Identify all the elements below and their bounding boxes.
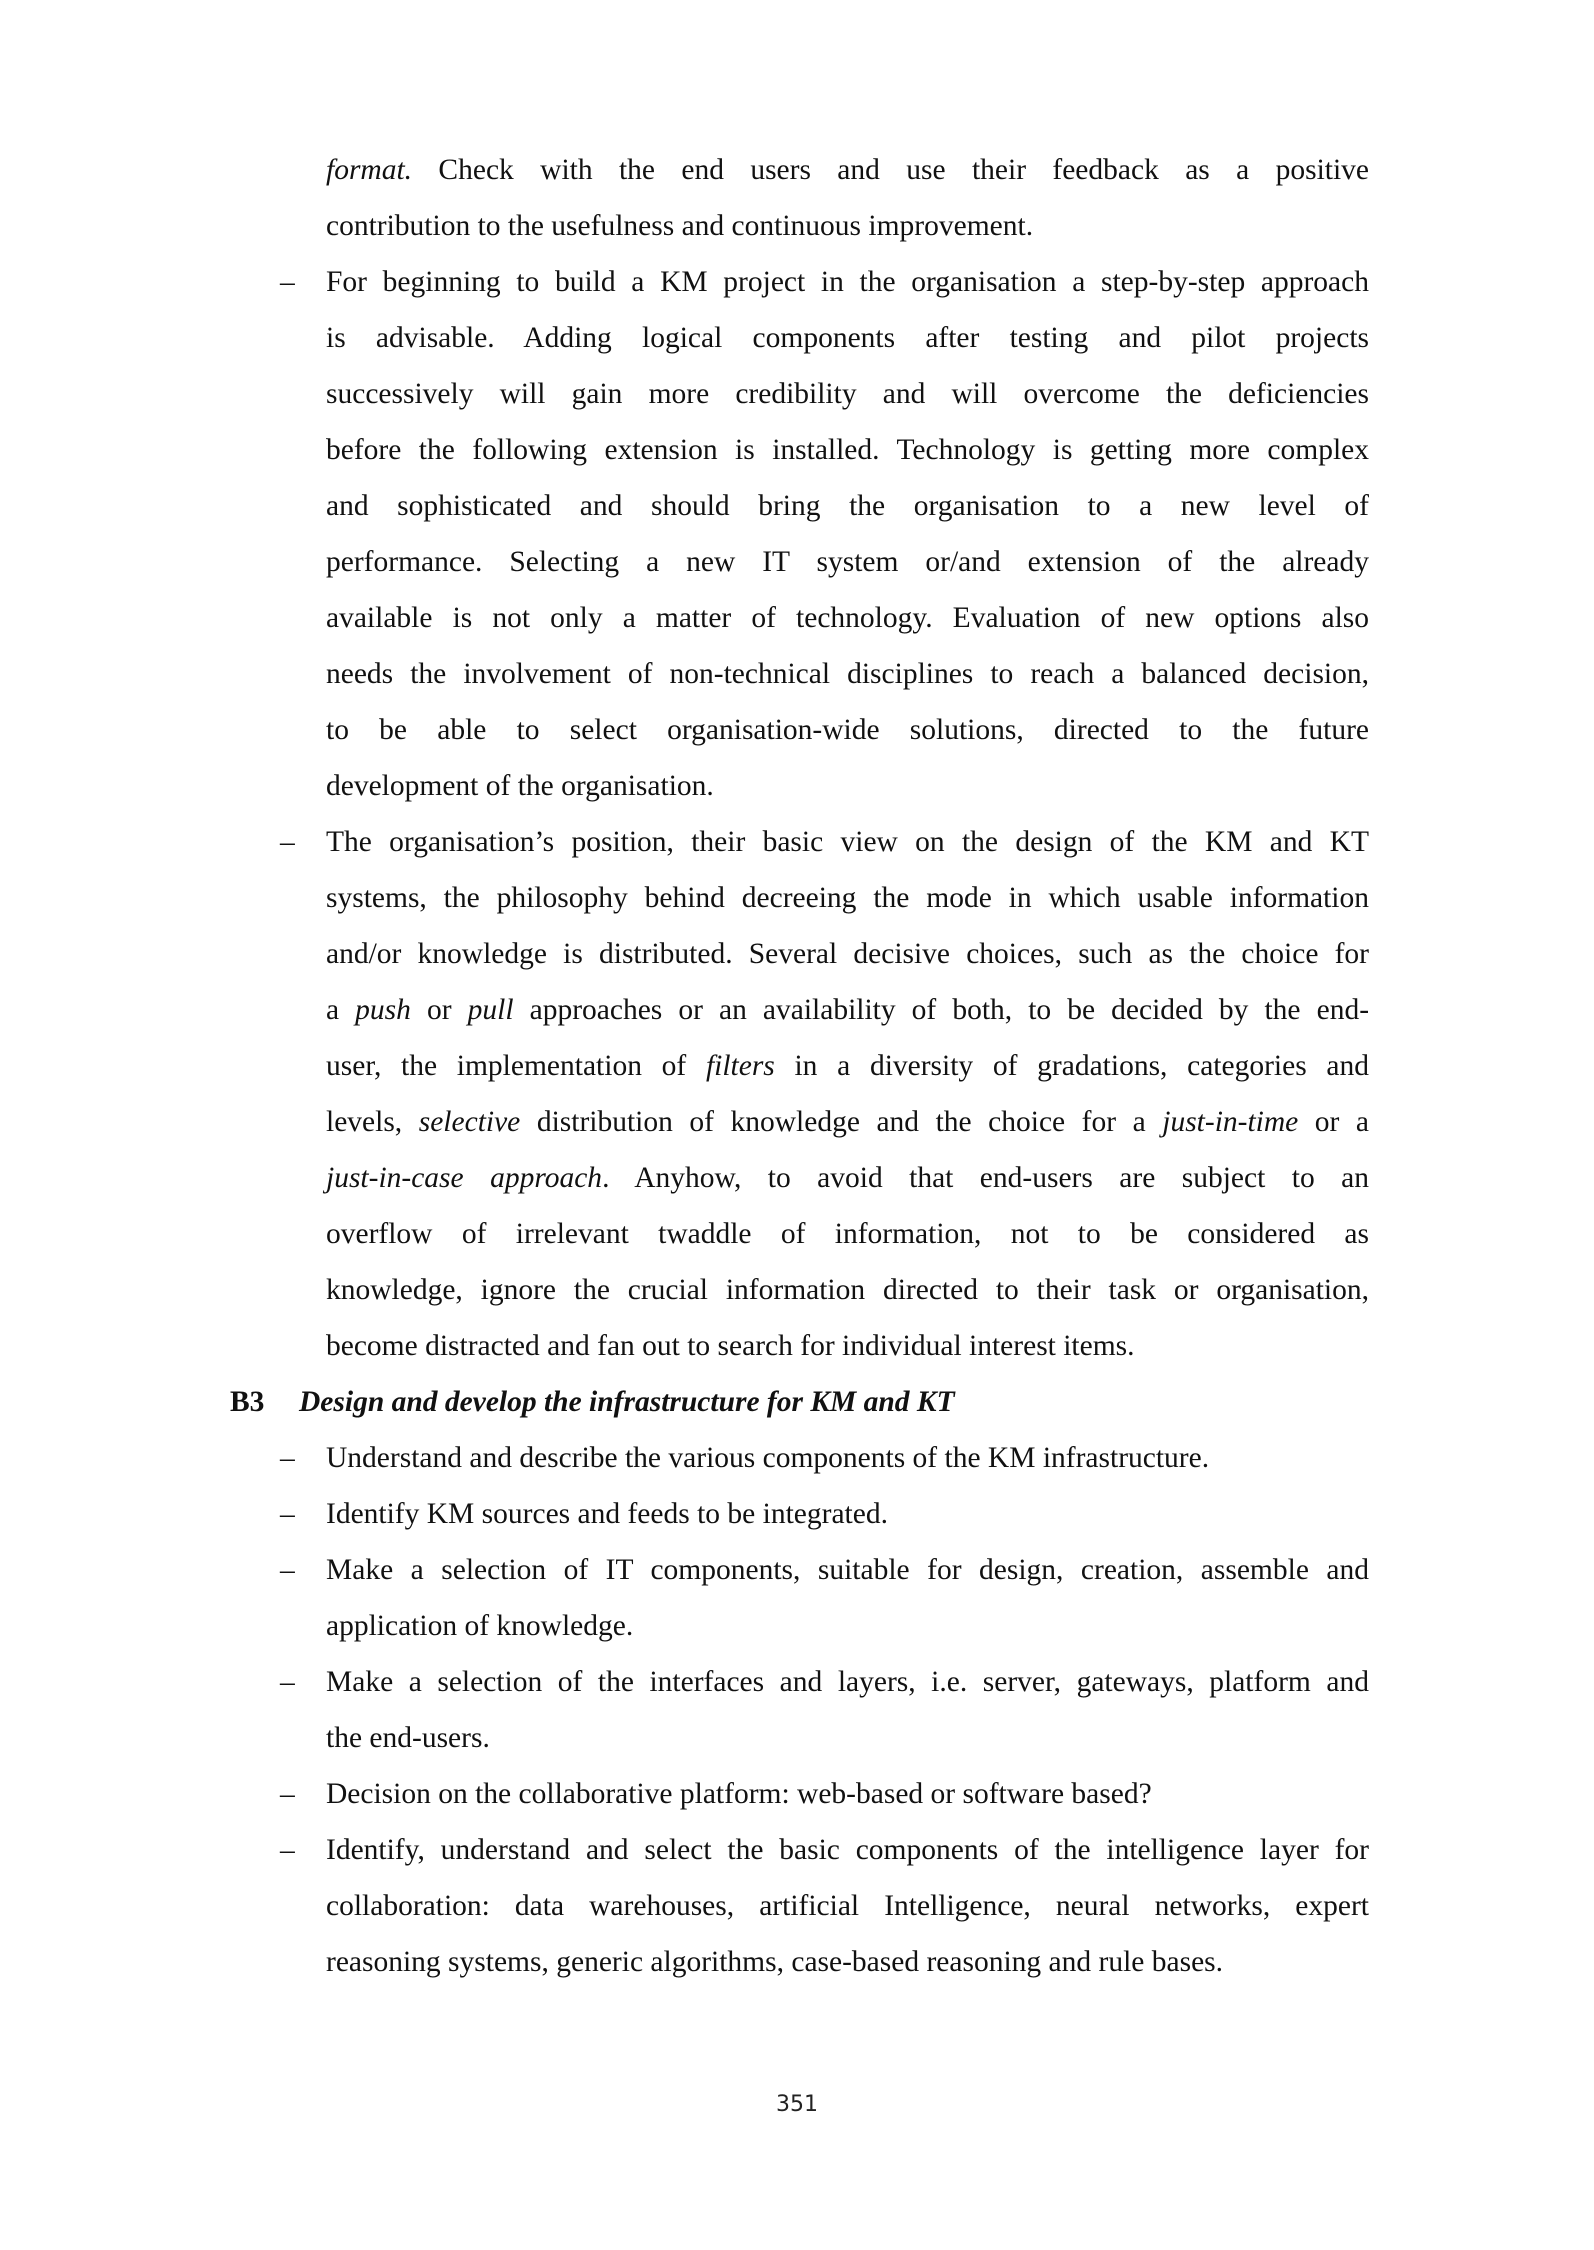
text-segment: or bbox=[410, 994, 468, 1026]
text-line bbox=[0, 1542, 1594, 1598]
bullet-item bbox=[0, 1430, 1594, 1486]
text-line bbox=[0, 534, 1594, 590]
text-line bbox=[0, 366, 1594, 422]
italic-text: selective bbox=[418, 1106, 521, 1138]
line-text bbox=[326, 758, 1369, 814]
bullet-dash: – bbox=[280, 1442, 295, 1474]
text-segment: approaches or an availability of both, to be decided by the end- bbox=[513, 994, 1370, 1026]
bullet-item bbox=[0, 1654, 1594, 1766]
text-segment: and/or knowledge is distributed. Several decisive choices, such as the choice for bbox=[326, 938, 1369, 970]
line-text bbox=[326, 1318, 1369, 1374]
italic-text: format. bbox=[326, 154, 413, 186]
text-segment: systems, the philosophy behind decreeing the mode in which usable information bbox=[326, 882, 1369, 914]
line-text bbox=[326, 478, 1369, 534]
text-line bbox=[0, 1878, 1594, 1934]
text-line bbox=[0, 478, 1594, 534]
italic-text: just-in-time bbox=[1162, 1106, 1299, 1138]
text-segment: successively will gain more credibility and will overcome the deficiencies bbox=[326, 378, 1369, 410]
text-segment: For beginning to build a KM project in the organisation a step-by-step approach bbox=[326, 266, 1369, 298]
page-body bbox=[0, 142, 1594, 1990]
line-text bbox=[326, 1486, 1369, 1542]
text-segment: Make a selection of the interfaces and layers, i.e. server, gateways, platform and bbox=[326, 1666, 1369, 1698]
line-text bbox=[326, 1822, 1369, 1878]
line-text bbox=[326, 1094, 1369, 1150]
text-line bbox=[0, 142, 1594, 198]
text-segment: user, the implementation of bbox=[326, 1050, 706, 1082]
text-line bbox=[0, 1486, 1594, 1542]
text-line bbox=[0, 254, 1594, 310]
text-segment: reasoning systems, generic algorithms, case-based reasoning and rule bases. bbox=[326, 1946, 1224, 1978]
italic-text: pull bbox=[467, 994, 514, 1026]
line-text bbox=[326, 1654, 1369, 1710]
italic-text: filters bbox=[705, 1050, 775, 1082]
italic-text: just-in-case approach bbox=[326, 1162, 603, 1194]
text-line bbox=[0, 1262, 1594, 1318]
text-line bbox=[0, 1318, 1594, 1374]
text-segment: Check with the end users and use their feedback as a positive bbox=[412, 154, 1369, 186]
text-segment: in a diversity of gradations, categories and bbox=[774, 1050, 1369, 1082]
text-segment: collaboration: data warehouses, artificial Intelligence, neural networks, expert bbox=[326, 1890, 1369, 1922]
text-segment: application of knowledge. bbox=[326, 1610, 634, 1642]
line-text bbox=[326, 1430, 1369, 1486]
text-segment: become distracted and fan out to search for individual interest items. bbox=[326, 1330, 1135, 1362]
text-line bbox=[0, 590, 1594, 646]
text-segment: knowledge, ignore the crucial information directed to their task or organisation, bbox=[326, 1274, 1369, 1306]
text-segment: available is not only a matter of technology. Evaluation of new options also bbox=[326, 602, 1369, 634]
line-text bbox=[326, 1934, 1369, 1990]
line-text bbox=[326, 198, 1369, 254]
text-segment: before the following extension is installed. Technology is getting more complex bbox=[326, 434, 1369, 466]
text-segment: or a bbox=[1298, 1106, 1370, 1138]
text-line bbox=[0, 1150, 1594, 1206]
page-number: 351 bbox=[776, 2092, 818, 2117]
line-text bbox=[326, 254, 1369, 310]
text-segment: Design and develop the infrastructure for KM and KT bbox=[299, 1386, 955, 1418]
text-line bbox=[0, 310, 1594, 366]
text-line bbox=[0, 758, 1594, 814]
line-text bbox=[326, 1262, 1369, 1318]
line-text bbox=[326, 702, 1369, 758]
section-heading bbox=[0, 1374, 1594, 1430]
line-text bbox=[326, 534, 1369, 590]
text-line bbox=[0, 1038, 1594, 1094]
text-segment: is advisable. Adding logical components after testing and pilot projects bbox=[326, 322, 1369, 354]
italic-text: push bbox=[355, 994, 411, 1026]
bullet-item bbox=[0, 1542, 1594, 1654]
bullet-item bbox=[0, 1822, 1594, 1990]
text-segment: distribution of knowledge and the choice for a bbox=[520, 1106, 1163, 1138]
text-segment: Identify KM sources and feeds to be integrated. bbox=[326, 1498, 888, 1530]
text-segment: Make a selection of IT components, suitable for design, creation, assemble and bbox=[326, 1554, 1369, 1586]
text-segment: the end-users. bbox=[326, 1722, 490, 1754]
line-text bbox=[326, 1038, 1369, 1094]
text-line bbox=[0, 814, 1594, 870]
text-line bbox=[0, 1598, 1594, 1654]
text-line bbox=[0, 1766, 1594, 1822]
bullet-dash: – bbox=[280, 1778, 295, 1810]
text-line bbox=[0, 1654, 1594, 1710]
text-line bbox=[0, 1822, 1594, 1878]
text-segment: and sophisticated and should bring the organisation to a new level of bbox=[326, 490, 1369, 522]
text-segment: . Anyhow, to avoid that end-users are subject to an bbox=[602, 1162, 1369, 1194]
text-segment: The organisation’s position, their basic view on the design of the KM and KT bbox=[326, 826, 1369, 858]
text-segment: performance. Selecting a new IT system or/and extension of the already bbox=[326, 546, 1369, 578]
text-segment: Identify, understand and select the basic components of the intelligence layer for bbox=[326, 1834, 1369, 1866]
bullet-dash: – bbox=[280, 1554, 295, 1586]
text-line bbox=[0, 198, 1594, 254]
line-text bbox=[326, 926, 1369, 982]
bullet-dash: – bbox=[280, 1666, 295, 1698]
text-line bbox=[0, 1430, 1594, 1486]
text-segment: to be able to select organisation-wide solutions, directed to the future bbox=[326, 714, 1369, 746]
bullet-dash: – bbox=[280, 1834, 295, 1866]
line-text bbox=[326, 366, 1369, 422]
line-text bbox=[326, 1542, 1369, 1598]
bullet-dash: – bbox=[280, 826, 295, 858]
line-text bbox=[326, 1878, 1369, 1934]
bullet-item bbox=[0, 814, 1594, 1374]
bullet-dash: – bbox=[280, 266, 295, 298]
bullet-item bbox=[0, 254, 1594, 814]
text-line bbox=[0, 702, 1594, 758]
line-text bbox=[326, 1766, 1369, 1822]
line-text bbox=[326, 310, 1369, 366]
text-line bbox=[0, 1094, 1594, 1150]
text-line bbox=[0, 926, 1594, 982]
text-segment: Understand and describe the various components of the KM infrastructure. bbox=[326, 1442, 1210, 1474]
line-text bbox=[326, 422, 1369, 478]
section-code: B3 bbox=[230, 1386, 265, 1418]
line-text bbox=[326, 1710, 1369, 1766]
text-line bbox=[0, 1206, 1594, 1262]
line-text bbox=[326, 142, 1369, 198]
line-text bbox=[326, 982, 1369, 1038]
text-line bbox=[0, 646, 1594, 702]
text-segment: levels, bbox=[326, 1106, 419, 1138]
line-text bbox=[326, 1206, 1369, 1262]
line-text bbox=[326, 870, 1369, 926]
text-line bbox=[0, 982, 1594, 1038]
text-line bbox=[0, 1934, 1594, 1990]
bullet-dash: – bbox=[280, 1498, 295, 1530]
line-text bbox=[326, 1150, 1369, 1206]
paragraph-continuation bbox=[0, 142, 1594, 254]
text-segment: contribution to the usefulness and continuous improvement. bbox=[326, 210, 1034, 242]
bullet-item bbox=[0, 1766, 1594, 1822]
text-segment: development of the organisation. bbox=[326, 770, 714, 802]
bullet-item bbox=[0, 1486, 1594, 1542]
line-text bbox=[326, 1598, 1369, 1654]
text-line bbox=[0, 422, 1594, 478]
text-segment: a bbox=[326, 994, 356, 1026]
text-segment: Decision on the collaborative platform: web-based or software based? bbox=[326, 1778, 1152, 1810]
text-segment: needs the involvement of non-technical disciplines to reach a balanced decision, bbox=[326, 658, 1369, 690]
line-text bbox=[326, 814, 1369, 870]
line-text bbox=[326, 590, 1369, 646]
text-line bbox=[0, 870, 1594, 926]
line-text bbox=[326, 646, 1369, 702]
text-line bbox=[0, 1710, 1594, 1766]
line-text bbox=[299, 1374, 1342, 1430]
text-segment: overflow of irrelevant twaddle of information, not to be considered as bbox=[326, 1218, 1369, 1250]
text-line bbox=[0, 1374, 1594, 1430]
